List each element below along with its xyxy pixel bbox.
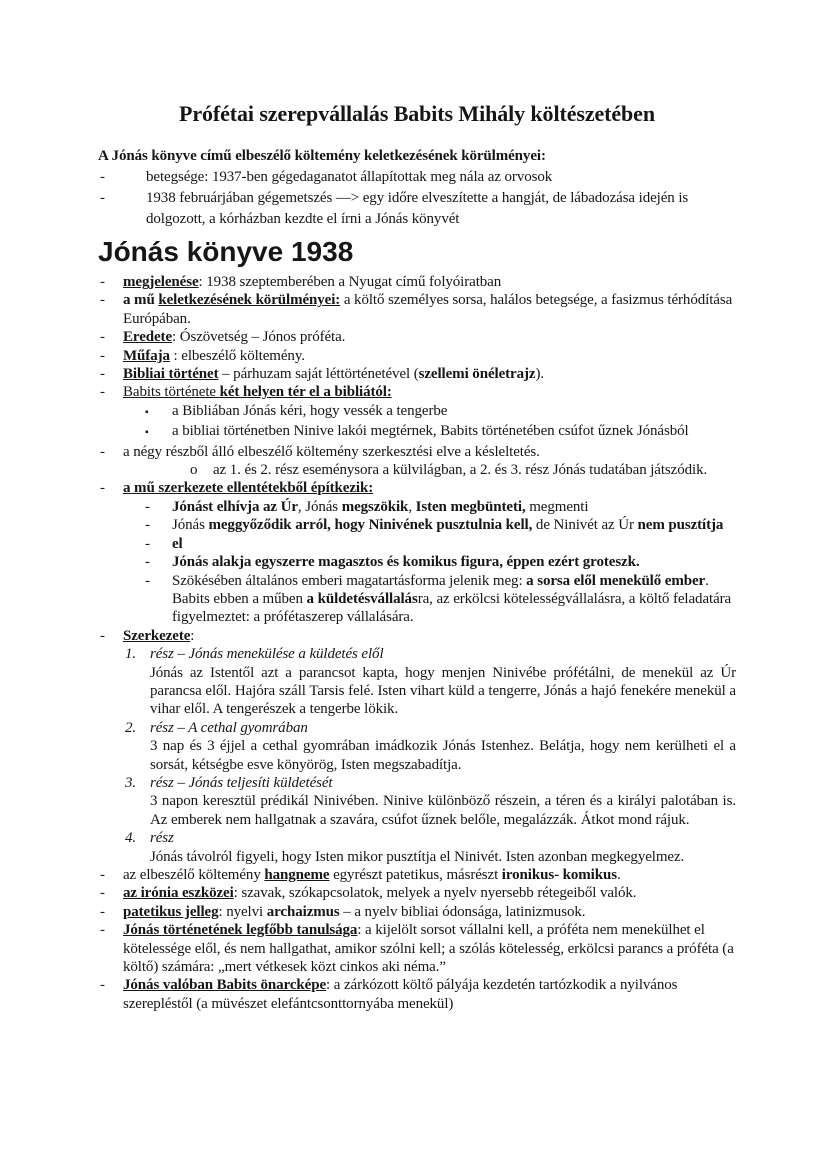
text-run: : a kijelölt sorsot vállalni kell, a próféta nem menekülhet el kötelessége elől, és nem hallgathat, amikor szólni kell; a szólás kötelesség, erkölcsi parancs a próféta (a költő) számára: „mert vétkesek közt cinkos aki néma.” xyxy=(123,922,734,976)
dash-bullet: - xyxy=(145,572,150,589)
sub-list-item xyxy=(98,572,736,627)
text-run: az 1. és 2. rész eseménysora a külvilágban, a 2. és 3. rész Jónás tudatában játszódik. xyxy=(213,462,708,479)
text-run: patetikus jelleg xyxy=(123,903,219,920)
square-bullet: ▪ xyxy=(145,427,149,439)
text-run: – párhuzam saját léttörténetével ( xyxy=(218,366,419,383)
text-run: , xyxy=(408,498,416,515)
text-run: Jónás az Istentől azt a parancsot kapta, hogy menjen Ninivébe prófétálni, de menekül az Úr parancsa elől. Hajóra száll Tarsis felé. Isten vihart küld a tengerre, Jónás a hajó fenekére menekül a vihar elől. A tengerészek a tengerbe lökik. xyxy=(150,664,736,718)
item-text xyxy=(123,365,736,383)
text-run: Műfaja xyxy=(123,347,170,364)
dash-bullet: - xyxy=(145,498,150,515)
numbered-item xyxy=(98,719,736,737)
list-item xyxy=(98,479,736,497)
list-item xyxy=(98,167,736,188)
item-text xyxy=(172,553,736,571)
text-run: 3 nap és 3 éjjel a cethal gyomrában imádkozik Jónás Istenhez. Belátja, hogy nem kerülheti el a sorsát, kétségbe esve könyörög, Isten megszabadítja. xyxy=(150,738,736,773)
text-run: a mű szerkezete ellentétekből építkezik: xyxy=(123,480,374,497)
dash-bullet: - xyxy=(100,274,105,290)
dash-bullet: - xyxy=(100,885,105,902)
number-marker: 3. xyxy=(125,774,137,791)
item-text xyxy=(172,498,736,516)
text-run: : 1938 szeptemberében a Nyugat című folyóiratban xyxy=(198,274,502,290)
list-item xyxy=(98,365,736,383)
item-text xyxy=(123,866,736,884)
text-run: : szavak, szókapcsolatok, melyek a nyelv nyersebb rétegeiből valók. xyxy=(233,885,637,902)
item-text xyxy=(150,719,736,737)
sub-list-item xyxy=(98,516,736,534)
doc-title xyxy=(98,100,736,127)
text-run: szellemi önéletrajz xyxy=(418,366,536,383)
text-run: . Babits ebben a műben xyxy=(172,572,709,607)
sub-list-item xyxy=(98,553,736,571)
sub-list-item xyxy=(98,422,736,442)
text-run: egyrészt patetikus, másrészt xyxy=(329,867,502,883)
text-run: Babits története xyxy=(123,384,220,401)
dash-bullet: - xyxy=(100,922,105,939)
item-text xyxy=(123,273,736,291)
dash-bullet: - xyxy=(100,190,105,206)
dash-bullet: - xyxy=(100,627,105,644)
item-text xyxy=(123,328,736,346)
text-run: rész – Jónás menekülése a küldetés elől xyxy=(150,646,384,663)
item-text xyxy=(146,167,736,188)
list-item xyxy=(98,921,736,976)
paragraph xyxy=(98,664,736,719)
numbered-item xyxy=(98,774,736,792)
list-item xyxy=(98,903,736,921)
item-text xyxy=(123,884,736,902)
text-run: Szerkezete xyxy=(123,627,191,644)
number-marker: 4. xyxy=(125,830,137,847)
text-run: rész xyxy=(150,830,174,847)
text-run: a négy részből álló elbeszélő költemény szerkesztési elve a késleltetés. xyxy=(123,443,540,460)
list-item xyxy=(98,328,736,346)
square-bullet: ▪ xyxy=(145,406,149,418)
text-run: Bibliai történet xyxy=(123,366,219,383)
sub-list-item xyxy=(98,402,736,422)
item-text xyxy=(150,774,736,792)
text-run: hangneme xyxy=(264,867,330,883)
text-run: a mű xyxy=(123,292,159,309)
text-run: a küldetésvállalás xyxy=(306,590,418,607)
circle-bullet: o xyxy=(190,462,198,479)
list-item xyxy=(98,347,736,365)
text-run: : xyxy=(190,627,195,644)
item-text xyxy=(172,572,736,627)
text-run: ra, az erkölcsi kötelességvállalásra, a költő feladatára figyelmeztet: a prófétaszerep vállalására. xyxy=(172,590,732,626)
text-run: nem pusztítja xyxy=(637,517,724,534)
list-item xyxy=(98,627,736,645)
sub-list-item xyxy=(98,498,736,516)
dash-bullet: - xyxy=(100,347,105,364)
item-text xyxy=(123,383,736,401)
text-run: 1938 februárjában gégemetszés —> egy időre elveszítette a hangját, de lábadozása idején is dolgozott, a kórházban kezdte el írni a Jónás könyvét xyxy=(146,190,689,227)
text-run: a költő személyes sorsa, halálos betegsége, a fasizmus térhódítása Európában. xyxy=(123,292,733,327)
item-text xyxy=(146,188,736,230)
dash-bullet: - xyxy=(100,903,105,920)
item-text xyxy=(172,535,736,553)
text-run: keletkezésének körülményei: xyxy=(158,292,341,309)
list-item xyxy=(98,188,736,230)
text-run: Jónás történetének legfőbb tanulsága xyxy=(123,922,358,939)
item-text xyxy=(150,829,736,847)
item-text xyxy=(172,402,736,420)
text-run: Szökésében általános emberi magatartásforma jelenik meg: xyxy=(172,572,527,589)
text-run: : a zárkózott költő pályája kezdetén tartózkodik a nyilvános szerepléstől (a müvészet elefántcsonttornyába menekül) xyxy=(123,977,678,1012)
sub-list-item xyxy=(98,461,736,479)
text-run: – a nyelv bibliai ódonsága, latinizmusok. xyxy=(339,903,586,920)
item-text xyxy=(123,347,736,365)
item-text xyxy=(123,976,736,1013)
intro-heading xyxy=(98,146,736,167)
number-marker: 2. xyxy=(125,719,137,736)
text-run: . xyxy=(616,867,621,883)
dash-bullet: - xyxy=(145,535,150,552)
text-run: meggyőződik arról, hogy Ninivének pusztulnia kell, xyxy=(208,517,533,534)
text-run: 3 napon keresztül prédikál Ninivében. Ninive különböző részein, a téren és a királyi palotában is. Az emberek nem hallgatnak a szavára, csúfot űznek belőle, megalázzák. Átkot mond rájuk. xyxy=(150,793,736,828)
list-item xyxy=(98,976,736,1013)
item-text xyxy=(123,479,736,497)
text-run: ironikus- komikus xyxy=(501,867,617,883)
item-text xyxy=(172,422,736,440)
text-run: Jónás valóban Babits önarcképe xyxy=(123,977,327,994)
text-run: archaizmus xyxy=(266,903,340,920)
paragraph xyxy=(98,792,736,829)
dash-bullet: - xyxy=(100,329,105,346)
text-run: betegsége: 1937-ben gégedaganatot állapítottak meg nála az orvosok xyxy=(146,169,553,185)
text-run: a Bibliában Jónás kéri, hogy vessék a tengerbe xyxy=(172,402,448,419)
list-item xyxy=(98,866,736,884)
section-heading xyxy=(98,235,736,268)
dash-bullet: - xyxy=(145,517,150,534)
paragraph xyxy=(98,848,736,866)
text-run: megjelenése xyxy=(123,274,199,290)
text-run: el xyxy=(172,535,183,552)
text-run: , Jónás xyxy=(297,498,342,515)
text-run: Jónás távolról figyeli, hogy Isten mikor pusztítja el Ninivét. Isten azonban megkegyelmez. xyxy=(150,848,685,865)
text-run: de Ninivét az Úr xyxy=(532,517,638,534)
text-run: : Ószövetség – Jónos próféta. xyxy=(172,329,346,346)
text-run: rész – A cethal gyomrában xyxy=(150,719,308,736)
number-marker: 1. xyxy=(125,646,137,663)
text-run: az irónia eszközei xyxy=(123,885,234,902)
text-run: : nyelvi xyxy=(218,903,267,920)
text-run: A Jónás könyve című elbeszélő költemény keletkezésének körülményei: xyxy=(98,148,546,164)
dash-bullet: - xyxy=(100,867,105,883)
list-item xyxy=(98,291,736,328)
sub-list-item xyxy=(98,535,736,553)
text-run: megszökik xyxy=(341,498,409,515)
item-text xyxy=(150,645,736,663)
text-run: : elbeszélő költemény. xyxy=(169,347,305,364)
item-text xyxy=(123,443,736,461)
item-text xyxy=(123,921,736,976)
list-item xyxy=(98,273,736,291)
text-run: Prófétai szerepvállalás Babits Mihály költészetében xyxy=(179,101,655,126)
dash-bullet: - xyxy=(100,480,105,497)
text-run: Isten megbünteti, xyxy=(415,498,526,515)
text-run: Jónást elhívja az Úr xyxy=(172,498,298,515)
numbered-item xyxy=(98,645,736,663)
dash-bullet: - xyxy=(100,977,105,994)
item-text xyxy=(213,461,736,479)
text-run: a bibliai történetben Ninive lakói megtérnek, Babits történetében csúfot űznek Jónásból xyxy=(172,423,689,440)
item-text xyxy=(123,903,736,921)
text-run: Jónás könyve 1938 xyxy=(98,236,354,267)
dash-bullet: - xyxy=(100,384,105,401)
dash-bullet: - xyxy=(100,443,105,460)
text-run: Eredete xyxy=(123,329,173,346)
text-run: az elbeszélő költemény xyxy=(123,867,265,883)
item-text xyxy=(123,627,736,645)
dash-bullet: - xyxy=(145,554,150,571)
text-run: Jónás alakja egyszerre magasztos és komikus figura, éppen ezért groteszk. xyxy=(172,554,640,571)
text-run: rész – Jónás teljesíti küldetését xyxy=(150,774,333,791)
text-run: két helyen tér el a bibliától: xyxy=(219,384,392,401)
dash-bullet: - xyxy=(100,169,105,185)
text-run: a sorsa elől menekülő ember xyxy=(526,572,706,589)
item-text xyxy=(123,291,736,328)
dash-bullet: - xyxy=(100,292,105,309)
paragraph xyxy=(98,737,736,774)
list-item xyxy=(98,443,736,461)
list-item xyxy=(98,884,736,902)
item-text xyxy=(172,516,736,534)
list-item xyxy=(98,383,736,401)
numbered-item xyxy=(98,829,736,847)
text-run: megmenti xyxy=(525,498,589,515)
dash-bullet: - xyxy=(100,366,105,383)
text-run: ). xyxy=(535,366,544,383)
text-run: Jónás xyxy=(172,517,209,534)
